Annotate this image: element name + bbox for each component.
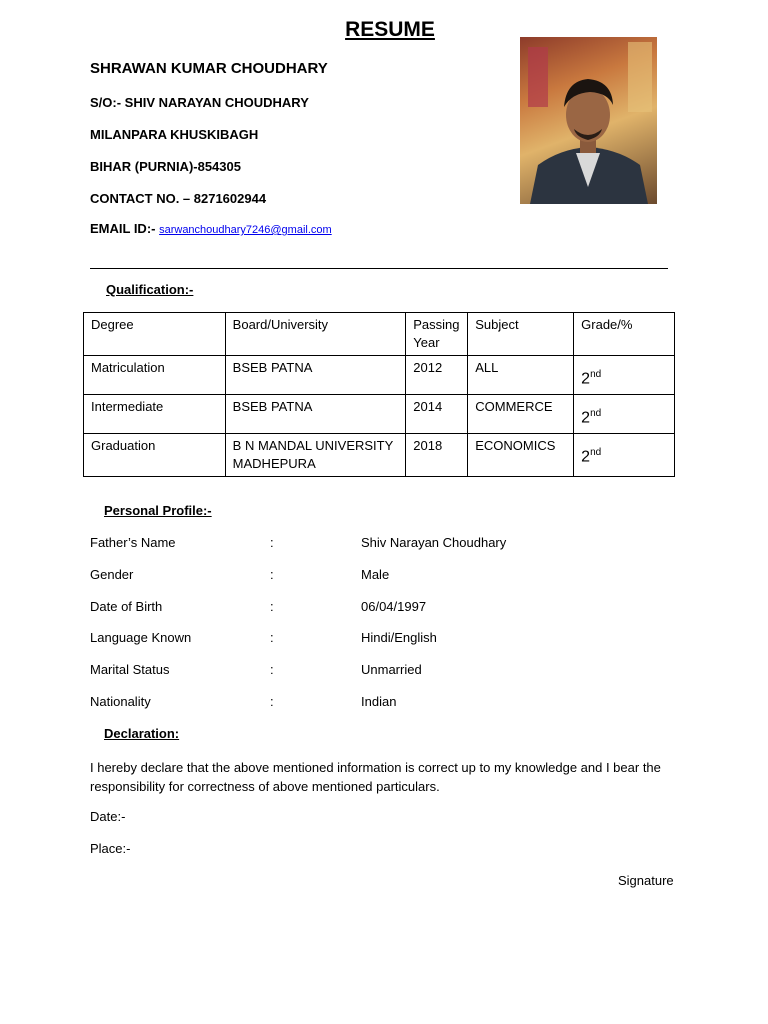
column-header-grade: Grade/%	[574, 313, 675, 356]
section-divider	[90, 268, 668, 269]
table-header-row	[84, 313, 675, 356]
degree-cell: Intermediate	[84, 395, 226, 434]
profile-label-gender: Gender	[90, 567, 134, 582]
person-photo-icon	[520, 37, 657, 204]
board-cell: B N MANDAL UNIVERSITY MADHEPURA	[225, 434, 406, 477]
year-cell: 2018	[406, 434, 468, 477]
declaration-heading: Declaration:	[104, 726, 180, 741]
contact-line: CONTACT NO. – 8271602944	[90, 191, 267, 206]
date-label: Date:-	[90, 809, 126, 824]
profile-label-language: Language Known	[90, 630, 192, 645]
profile-colon: :	[270, 567, 274, 582]
profile-photo	[520, 37, 657, 204]
board-cell: BSEB PATNA	[225, 395, 406, 434]
column-header-subject: Subject	[468, 313, 574, 356]
city-line: BIHAR (PURNIA)-854305	[90, 159, 241, 174]
father-line: S/O:- SHIV NARAYAN CHOUDHARY	[90, 95, 309, 110]
board-cell: BSEB PATNA	[225, 356, 406, 395]
grade-suffix: nd	[590, 369, 602, 380]
profile-colon: :	[270, 535, 274, 550]
profile-value-gender: Male	[361, 567, 390, 582]
year-cell: 2012	[406, 356, 468, 395]
grade-value: 2	[581, 448, 591, 466]
profile-label-father: Father’s Name	[90, 535, 176, 550]
subject-cell: ALL	[468, 356, 574, 395]
profile-value-language: Hindi/English	[361, 630, 437, 645]
grade-cell	[574, 434, 675, 477]
grade-cell	[574, 356, 675, 395]
grade-suffix: nd	[590, 447, 602, 458]
email-label: EMAIL ID:-	[90, 221, 160, 236]
candidate-name: SHRAWAN KUMAR CHOUDHARY	[90, 60, 328, 77]
profile-value-nationality: Indian	[361, 694, 397, 709]
email-row	[90, 221, 332, 236]
profile-colon: :	[270, 630, 274, 645]
email-link[interactable]: sarwanchoudhary7246@gmail.com	[159, 224, 332, 236]
column-header-board: Board/University	[225, 313, 406, 356]
profile-label-dob: Date of Birth	[90, 599, 163, 614]
column-header-year: Passing Year	[406, 313, 468, 356]
place-label: Place:-	[90, 841, 131, 856]
resume-title: RESUME	[345, 18, 435, 41]
subject-cell: ECONOMICS	[468, 434, 574, 477]
grade-value: 2	[581, 409, 591, 427]
profile-value-dob: 06/04/1997	[361, 599, 427, 614]
year-cell: 2014	[406, 395, 468, 434]
profile-label-marital: Marital Status	[90, 662, 170, 677]
profile-colon: :	[270, 694, 274, 709]
subject-cell: COMMERCE	[468, 395, 574, 434]
declaration-text: I hereby declare that the above mentioned information is correct up to my knowledge and I bear the responsibility for correctness of above mentioned particulars.	[90, 760, 661, 794]
grade-value: 2	[581, 370, 591, 388]
grade-cell	[574, 395, 675, 434]
table-row	[84, 356, 675, 395]
column-header-degree: Degree	[84, 313, 226, 356]
grade-suffix: nd	[590, 408, 602, 419]
signature-label: Signature	[618, 873, 674, 888]
profile-label-nationality: Nationality	[90, 694, 151, 709]
table-row	[84, 434, 675, 477]
qualification-heading: Qualification:-	[106, 282, 194, 297]
qualification-table	[83, 312, 675, 477]
personal-profile-heading: Personal Profile:-	[104, 503, 212, 518]
profile-colon: :	[270, 599, 274, 614]
table-row	[84, 395, 675, 434]
address-line: MILANPARA KHUSKIBAGH	[90, 127, 259, 142]
profile-value-marital: Unmarried	[361, 662, 422, 677]
degree-cell: Matriculation	[84, 356, 226, 395]
profile-value-father: Shiv Narayan Choudhary	[361, 535, 507, 550]
degree-cell: Graduation	[84, 434, 226, 477]
profile-colon: :	[270, 662, 274, 677]
